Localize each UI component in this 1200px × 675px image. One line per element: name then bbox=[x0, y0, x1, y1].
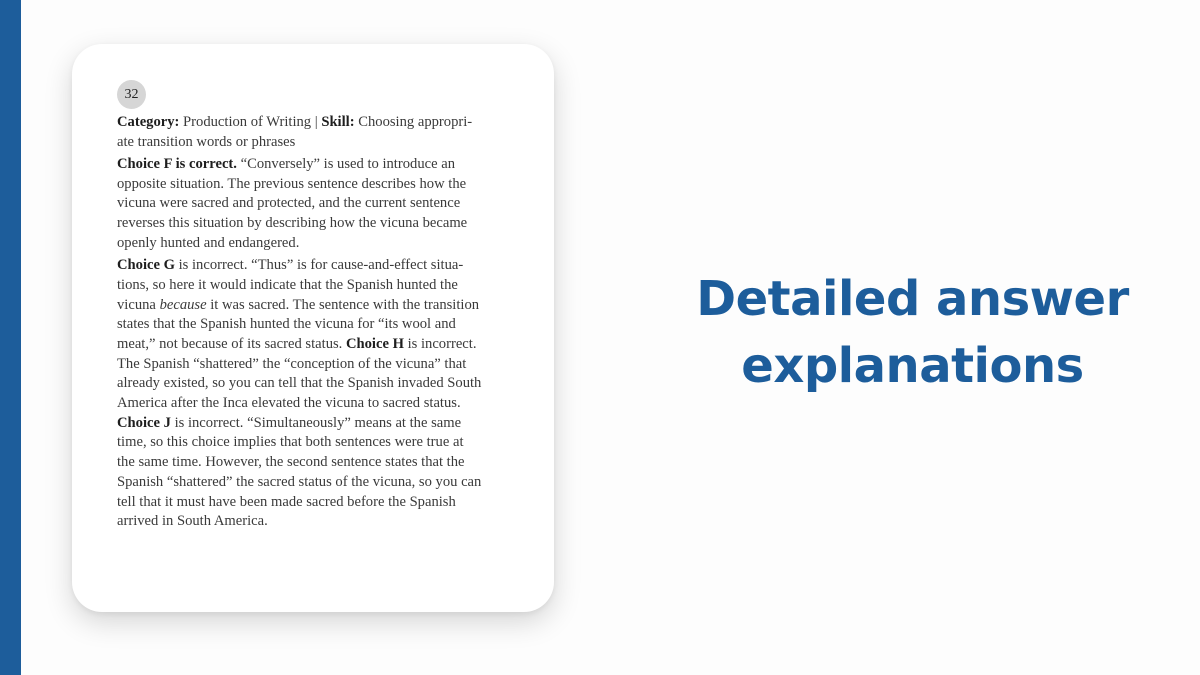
choice-j-label: Choice J bbox=[117, 414, 171, 431]
skill-label: Skill: bbox=[321, 114, 355, 130]
text-fragment: it was sacred. The sentence with the transition bbox=[206, 296, 480, 313]
headline-line-1: Detailed answer bbox=[696, 271, 1129, 327]
question-number-badge: 32 bbox=[117, 80, 146, 109]
choice-g-label: Choice G bbox=[117, 257, 175, 274]
text-fragment: time, so this choice implies that both sentences were true at bbox=[117, 434, 464, 451]
text-line bbox=[117, 214, 507, 234]
text-fragment: The Spanish “shattered” the “conception of the vicuna” that bbox=[117, 355, 467, 372]
text-line bbox=[117, 315, 507, 335]
text-fragment: “Conversely” is used to introduce an bbox=[236, 156, 455, 172]
text-line bbox=[117, 512, 507, 532]
text-fragment: reverses this situation by describing how the vicuna became bbox=[117, 215, 468, 232]
category-label: Category: bbox=[117, 114, 180, 130]
text-fragment: arrived in South America. bbox=[117, 513, 268, 530]
text-fragment: states that the Spanish hunted the vicuna for “its wool and bbox=[117, 316, 456, 333]
text-fragment: vicuna bbox=[117, 296, 160, 313]
text-line bbox=[117, 113, 507, 133]
emphasis-text: because bbox=[159, 296, 207, 313]
text-line bbox=[117, 433, 507, 453]
text-line bbox=[117, 256, 507, 276]
explanation-text bbox=[117, 113, 507, 532]
text-line bbox=[117, 175, 507, 195]
skill-value: Choosing appropri- bbox=[354, 114, 473, 130]
text-fragment: is incorrect. “Thus” is for cause-and-effect situa- bbox=[174, 257, 464, 274]
text-line bbox=[117, 473, 507, 493]
text-line bbox=[117, 453, 507, 473]
text-fragment: tions, so here it would indicate that the Spanish hunted the bbox=[117, 276, 458, 293]
text-fragment: ate transition words or phrases bbox=[117, 133, 296, 150]
text-fragment: the same time. However, the second sentence states that the bbox=[117, 454, 465, 471]
text-line bbox=[117, 394, 507, 414]
text-line bbox=[117, 133, 507, 153]
text-line bbox=[117, 493, 507, 513]
text-line bbox=[117, 335, 507, 355]
text-fragment: meat,” not because of its sacred status. bbox=[117, 335, 346, 352]
headline-line-2: explanations bbox=[741, 338, 1084, 394]
text-fragment: already existed, so you can tell that the Spanish invaded South bbox=[117, 375, 482, 392]
choice-h-label: Choice H bbox=[345, 335, 404, 352]
accent-bar bbox=[0, 0, 21, 675]
text-fragment: is incorrect. “Simultaneously” means at the same bbox=[170, 414, 462, 431]
text-fragment: openly hunted and endangered. bbox=[117, 234, 300, 251]
text-line bbox=[117, 374, 507, 394]
text-line bbox=[117, 296, 507, 316]
text-line bbox=[117, 276, 507, 296]
text-line bbox=[117, 355, 507, 375]
slide-headline bbox=[640, 266, 1185, 400]
choice-f-label: Choice F is correct. bbox=[117, 156, 237, 172]
text-line bbox=[117, 155, 507, 175]
text-line bbox=[117, 234, 507, 254]
text-fragment: America after the Inca elevated the vicuna to sacred status. bbox=[117, 395, 461, 412]
answer-explanation-card bbox=[72, 44, 554, 612]
text-fragment: Spanish “shattered” the sacred status of the vicuna, so you can bbox=[117, 473, 482, 490]
text-line bbox=[117, 414, 507, 434]
text-fragment: vicuna were sacred and protected, and the current sentence bbox=[117, 195, 461, 212]
text-line bbox=[117, 194, 507, 214]
text-fragment: tell that it must have been made sacred before the Spanish bbox=[117, 493, 456, 510]
category-value: Production of Writing | bbox=[179, 114, 322, 130]
text-fragment: opposite situation. The previous sentence describes how the bbox=[117, 175, 467, 192]
text-fragment: is incorrect. bbox=[403, 335, 477, 352]
